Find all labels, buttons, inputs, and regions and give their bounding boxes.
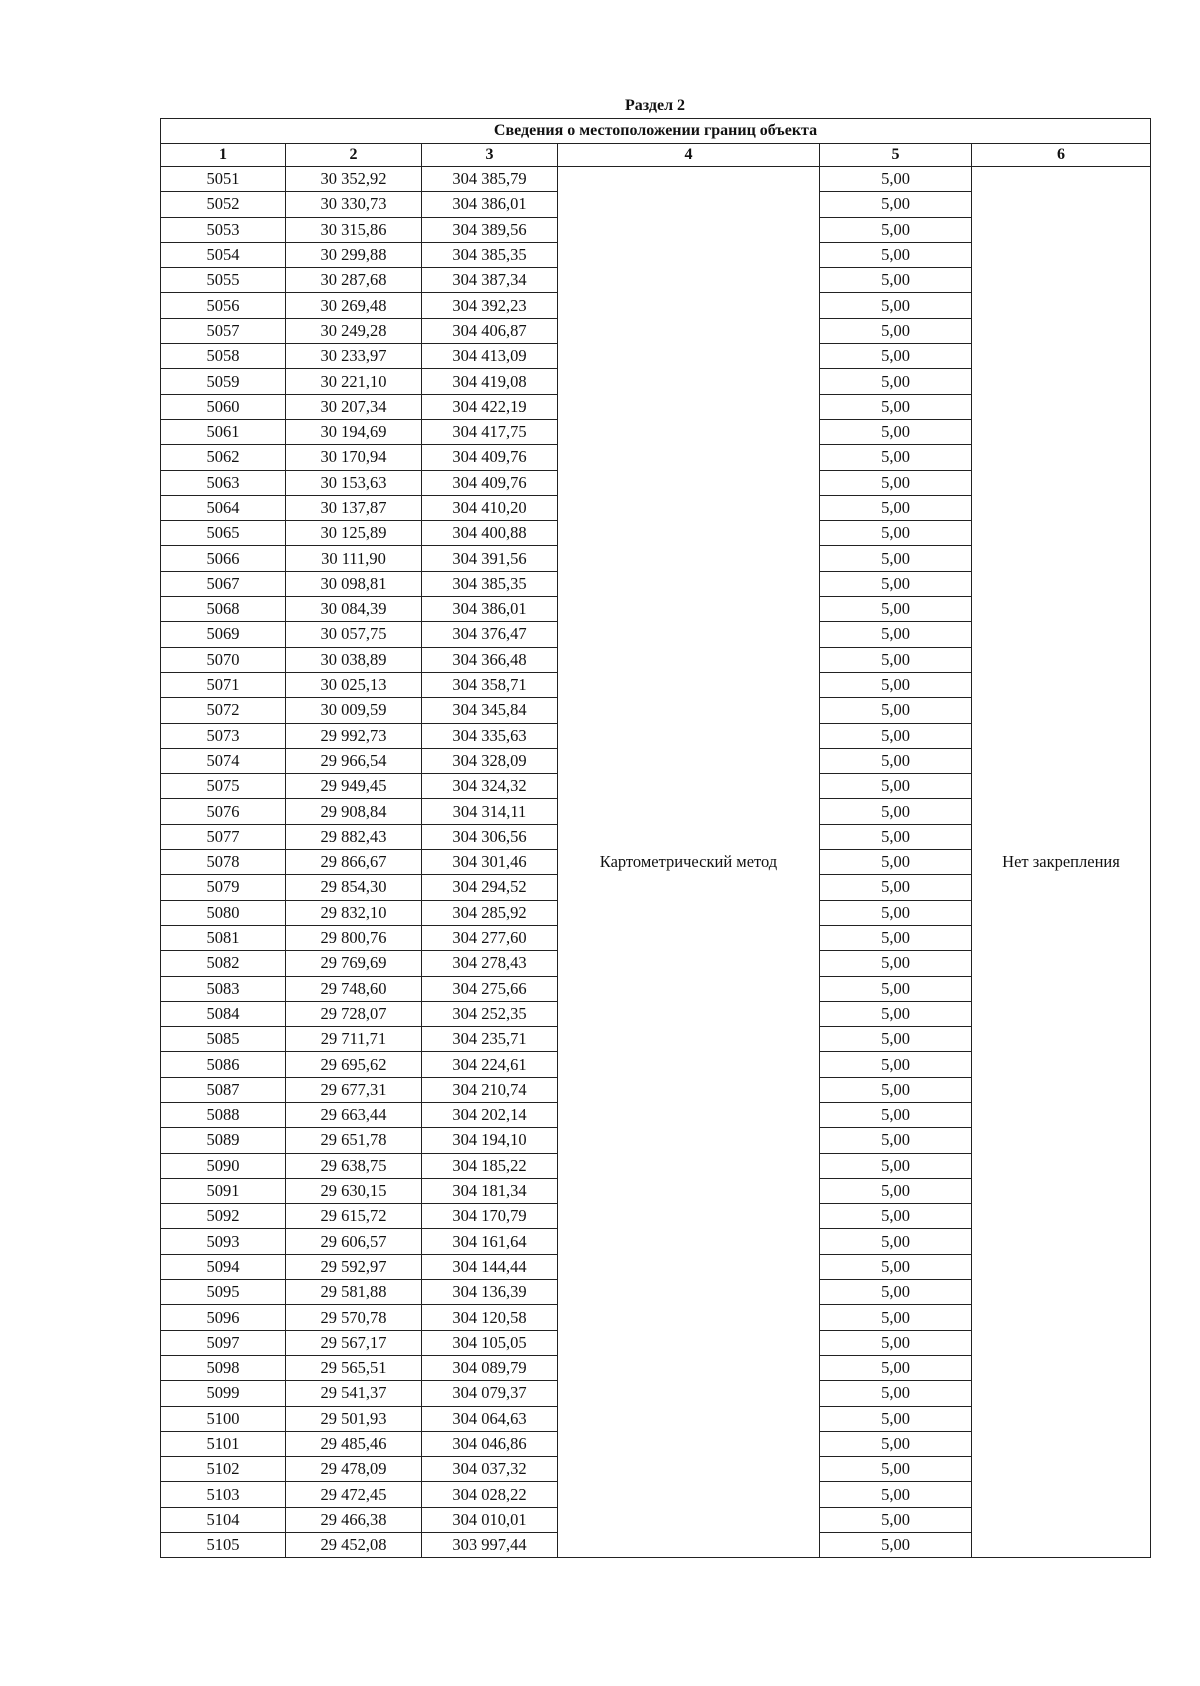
x-coordinate-cell: 29 748,60 bbox=[286, 976, 422, 1001]
y-coordinate-cell: 304 028,22 bbox=[422, 1482, 558, 1507]
accuracy-cell: 5,00 bbox=[820, 1254, 972, 1279]
point-number-cell: 5093 bbox=[161, 1229, 286, 1254]
y-coordinate-cell: 304 406,87 bbox=[422, 318, 558, 343]
accuracy-cell: 5,00 bbox=[820, 1457, 972, 1482]
y-coordinate-cell: 303 997,44 bbox=[422, 1533, 558, 1558]
accuracy-cell: 5,00 bbox=[820, 167, 972, 192]
point-number-cell: 5090 bbox=[161, 1153, 286, 1178]
y-coordinate-cell: 304 409,76 bbox=[422, 445, 558, 470]
column-number-1: 1 bbox=[161, 144, 286, 167]
x-coordinate-cell: 29 541,37 bbox=[286, 1381, 422, 1406]
accuracy-cell: 5,00 bbox=[820, 1381, 972, 1406]
column-number-5: 5 bbox=[820, 144, 972, 167]
y-coordinate-cell: 304 417,75 bbox=[422, 419, 558, 444]
x-coordinate-cell: 29 581,88 bbox=[286, 1280, 422, 1305]
accuracy-cell: 5,00 bbox=[820, 1305, 972, 1330]
accuracy-cell: 5,00 bbox=[820, 571, 972, 596]
point-number-cell: 5092 bbox=[161, 1204, 286, 1229]
point-number-cell: 5100 bbox=[161, 1406, 286, 1431]
accuracy-cell: 5,00 bbox=[820, 344, 972, 369]
fixation-cell: Нет закрепления bbox=[972, 167, 1151, 1558]
column-number-4: 4 bbox=[558, 144, 820, 167]
y-coordinate-cell: 304 089,79 bbox=[422, 1355, 558, 1380]
accuracy-cell: 5,00 bbox=[820, 1507, 972, 1532]
point-number-cell: 5097 bbox=[161, 1330, 286, 1355]
y-coordinate-cell: 304 419,08 bbox=[422, 369, 558, 394]
accuracy-cell: 5,00 bbox=[820, 1406, 972, 1431]
x-coordinate-cell: 30 221,10 bbox=[286, 369, 422, 394]
accuracy-cell: 5,00 bbox=[820, 268, 972, 293]
x-coordinate-cell: 29 908,84 bbox=[286, 799, 422, 824]
point-number-cell: 5055 bbox=[161, 268, 286, 293]
accuracy-cell: 5,00 bbox=[820, 1052, 972, 1077]
x-coordinate-cell: 29 882,43 bbox=[286, 824, 422, 849]
point-number-cell: 5075 bbox=[161, 774, 286, 799]
y-coordinate-cell: 304 278,43 bbox=[422, 951, 558, 976]
y-coordinate-cell: 304 400,88 bbox=[422, 521, 558, 546]
y-coordinate-cell: 304 252,35 bbox=[422, 1001, 558, 1026]
accuracy-cell: 5,00 bbox=[820, 1128, 972, 1153]
x-coordinate-cell: 30 233,97 bbox=[286, 344, 422, 369]
y-coordinate-cell: 304 037,32 bbox=[422, 1457, 558, 1482]
table-caption: Сведения о местоположении границ объекта bbox=[161, 119, 1151, 144]
y-coordinate-cell: 304 294,52 bbox=[422, 875, 558, 900]
y-coordinate-cell: 304 194,10 bbox=[422, 1128, 558, 1153]
point-number-cell: 5098 bbox=[161, 1355, 286, 1380]
y-coordinate-cell: 304 413,09 bbox=[422, 344, 558, 369]
accuracy-cell: 5,00 bbox=[820, 445, 972, 470]
y-coordinate-cell: 304 387,34 bbox=[422, 268, 558, 293]
point-number-cell: 5056 bbox=[161, 293, 286, 318]
accuracy-cell: 5,00 bbox=[820, 850, 972, 875]
point-number-cell: 5088 bbox=[161, 1102, 286, 1127]
accuracy-cell: 5,00 bbox=[820, 1204, 972, 1229]
accuracy-cell: 5,00 bbox=[820, 748, 972, 773]
y-coordinate-cell: 304 079,37 bbox=[422, 1381, 558, 1406]
y-coordinate-cell: 304 161,64 bbox=[422, 1229, 558, 1254]
x-coordinate-cell: 29 472,45 bbox=[286, 1482, 422, 1507]
y-coordinate-cell: 304 210,74 bbox=[422, 1077, 558, 1102]
x-coordinate-cell: 30 287,68 bbox=[286, 268, 422, 293]
point-number-cell: 5104 bbox=[161, 1507, 286, 1532]
accuracy-cell: 5,00 bbox=[820, 1431, 972, 1456]
accuracy-cell: 5,00 bbox=[820, 369, 972, 394]
accuracy-cell: 5,00 bbox=[820, 470, 972, 495]
y-coordinate-cell: 304 328,09 bbox=[422, 748, 558, 773]
point-number-cell: 5052 bbox=[161, 192, 286, 217]
x-coordinate-cell: 29 695,62 bbox=[286, 1052, 422, 1077]
x-coordinate-cell: 30 025,13 bbox=[286, 672, 422, 697]
y-coordinate-cell: 304 324,32 bbox=[422, 774, 558, 799]
y-coordinate-cell: 304 391,56 bbox=[422, 546, 558, 571]
accuracy-cell: 5,00 bbox=[820, 521, 972, 546]
x-coordinate-cell: 30 084,39 bbox=[286, 597, 422, 622]
point-number-cell: 5061 bbox=[161, 419, 286, 444]
x-coordinate-cell: 30 299,88 bbox=[286, 242, 422, 267]
accuracy-cell: 5,00 bbox=[820, 1178, 972, 1203]
point-number-cell: 5087 bbox=[161, 1077, 286, 1102]
x-coordinate-cell: 29 452,08 bbox=[286, 1533, 422, 1558]
point-number-cell: 5105 bbox=[161, 1533, 286, 1558]
y-coordinate-cell: 304 386,01 bbox=[422, 192, 558, 217]
y-coordinate-cell: 304 064,63 bbox=[422, 1406, 558, 1431]
x-coordinate-cell: 29 966,54 bbox=[286, 748, 422, 773]
x-coordinate-cell: 30 207,34 bbox=[286, 394, 422, 419]
y-coordinate-cell: 304 389,56 bbox=[422, 217, 558, 242]
point-number-cell: 5063 bbox=[161, 470, 286, 495]
y-coordinate-cell: 304 385,35 bbox=[422, 242, 558, 267]
method-cell: Картометрический метод bbox=[558, 167, 820, 1558]
point-number-cell: 5072 bbox=[161, 698, 286, 723]
x-coordinate-cell: 30 137,87 bbox=[286, 495, 422, 520]
x-coordinate-cell: 29 592,97 bbox=[286, 1254, 422, 1279]
point-number-cell: 5102 bbox=[161, 1457, 286, 1482]
x-coordinate-cell: 30 111,90 bbox=[286, 546, 422, 571]
point-number-cell: 5066 bbox=[161, 546, 286, 571]
point-number-cell: 5089 bbox=[161, 1128, 286, 1153]
accuracy-cell: 5,00 bbox=[820, 1533, 972, 1558]
accuracy-cell: 5,00 bbox=[820, 546, 972, 571]
x-coordinate-cell: 29 677,31 bbox=[286, 1077, 422, 1102]
y-coordinate-cell: 304 120,58 bbox=[422, 1305, 558, 1330]
y-coordinate-cell: 304 314,11 bbox=[422, 799, 558, 824]
y-coordinate-cell: 304 306,56 bbox=[422, 824, 558, 849]
y-coordinate-cell: 304 345,84 bbox=[422, 698, 558, 723]
accuracy-cell: 5,00 bbox=[820, 293, 972, 318]
point-number-cell: 5091 bbox=[161, 1178, 286, 1203]
point-number-cell: 5078 bbox=[161, 850, 286, 875]
accuracy-cell: 5,00 bbox=[820, 1001, 972, 1026]
point-number-cell: 5082 bbox=[161, 951, 286, 976]
accuracy-cell: 5,00 bbox=[820, 394, 972, 419]
accuracy-cell: 5,00 bbox=[820, 1153, 972, 1178]
x-coordinate-cell: 29 866,67 bbox=[286, 850, 422, 875]
x-coordinate-cell: 29 565,51 bbox=[286, 1355, 422, 1380]
accuracy-cell: 5,00 bbox=[820, 1027, 972, 1052]
x-coordinate-cell: 30 330,73 bbox=[286, 192, 422, 217]
x-coordinate-cell: 29 728,07 bbox=[286, 1001, 422, 1026]
y-coordinate-cell: 304 409,76 bbox=[422, 470, 558, 495]
point-number-cell: 5103 bbox=[161, 1482, 286, 1507]
accuracy-cell: 5,00 bbox=[820, 242, 972, 267]
y-coordinate-cell: 304 366,48 bbox=[422, 647, 558, 672]
point-number-cell: 5060 bbox=[161, 394, 286, 419]
y-coordinate-cell: 304 301,46 bbox=[422, 850, 558, 875]
accuracy-cell: 5,00 bbox=[820, 976, 972, 1001]
point-number-cell: 5080 bbox=[161, 900, 286, 925]
x-coordinate-cell: 29 949,45 bbox=[286, 774, 422, 799]
x-coordinate-cell: 29 800,76 bbox=[286, 925, 422, 950]
x-coordinate-cell: 30 170,94 bbox=[286, 445, 422, 470]
x-coordinate-cell: 29 832,10 bbox=[286, 900, 422, 925]
point-number-cell: 5095 bbox=[161, 1280, 286, 1305]
point-number-cell: 5068 bbox=[161, 597, 286, 622]
x-coordinate-cell: 29 570,78 bbox=[286, 1305, 422, 1330]
point-number-cell: 5051 bbox=[161, 167, 286, 192]
accuracy-cell: 5,00 bbox=[820, 774, 972, 799]
accuracy-cell: 5,00 bbox=[820, 672, 972, 697]
point-number-cell: 5071 bbox=[161, 672, 286, 697]
point-number-cell: 5057 bbox=[161, 318, 286, 343]
y-coordinate-cell: 304 335,63 bbox=[422, 723, 558, 748]
accuracy-cell: 5,00 bbox=[820, 1355, 972, 1380]
y-coordinate-cell: 304 136,39 bbox=[422, 1280, 558, 1305]
point-number-cell: 5070 bbox=[161, 647, 286, 672]
y-coordinate-cell: 304 105,05 bbox=[422, 1330, 558, 1355]
point-number-cell: 5086 bbox=[161, 1052, 286, 1077]
y-coordinate-cell: 304 185,22 bbox=[422, 1153, 558, 1178]
point-number-cell: 5096 bbox=[161, 1305, 286, 1330]
x-coordinate-cell: 30 249,28 bbox=[286, 318, 422, 343]
accuracy-cell: 5,00 bbox=[820, 1482, 972, 1507]
accuracy-cell: 5,00 bbox=[820, 318, 972, 343]
point-number-cell: 5077 bbox=[161, 824, 286, 849]
accuracy-cell: 5,00 bbox=[820, 192, 972, 217]
x-coordinate-cell: 29 567,17 bbox=[286, 1330, 422, 1355]
y-coordinate-cell: 304 010,01 bbox=[422, 1507, 558, 1532]
x-coordinate-cell: 29 501,93 bbox=[286, 1406, 422, 1431]
point-number-cell: 5101 bbox=[161, 1431, 286, 1456]
y-coordinate-cell: 304 170,79 bbox=[422, 1204, 558, 1229]
table-row bbox=[161, 167, 1151, 192]
y-coordinate-cell: 304 235,71 bbox=[422, 1027, 558, 1052]
accuracy-cell: 5,00 bbox=[820, 419, 972, 444]
y-coordinate-cell: 304 385,35 bbox=[422, 571, 558, 596]
x-coordinate-cell: 29 992,73 bbox=[286, 723, 422, 748]
x-coordinate-cell: 29 615,72 bbox=[286, 1204, 422, 1229]
section-title: Раздел 2 bbox=[624, 97, 686, 114]
point-number-cell: 5074 bbox=[161, 748, 286, 773]
accuracy-cell: 5,00 bbox=[820, 925, 972, 950]
y-coordinate-cell: 304 376,47 bbox=[422, 622, 558, 647]
point-number-cell: 5069 bbox=[161, 622, 286, 647]
y-coordinate-cell: 304 410,20 bbox=[422, 495, 558, 520]
point-number-cell: 5059 bbox=[161, 369, 286, 394]
accuracy-cell: 5,00 bbox=[820, 723, 972, 748]
x-coordinate-cell: 29 630,15 bbox=[286, 1178, 422, 1203]
x-coordinate-cell: 30 038,89 bbox=[286, 647, 422, 672]
accuracy-cell: 5,00 bbox=[820, 1102, 972, 1127]
accuracy-cell: 5,00 bbox=[820, 1077, 972, 1102]
column-number-2: 2 bbox=[286, 144, 422, 167]
accuracy-cell: 5,00 bbox=[820, 217, 972, 242]
y-coordinate-cell: 304 144,44 bbox=[422, 1254, 558, 1279]
y-coordinate-cell: 304 392,23 bbox=[422, 293, 558, 318]
column-number-3: 3 bbox=[422, 144, 558, 167]
x-coordinate-cell: 29 769,69 bbox=[286, 951, 422, 976]
y-coordinate-cell: 304 422,19 bbox=[422, 394, 558, 419]
point-number-cell: 5076 bbox=[161, 799, 286, 824]
accuracy-cell: 5,00 bbox=[820, 1280, 972, 1305]
x-coordinate-cell: 30 009,59 bbox=[286, 698, 422, 723]
point-number-cell: 5067 bbox=[161, 571, 286, 596]
point-number-cell: 5083 bbox=[161, 976, 286, 1001]
x-coordinate-cell: 29 606,57 bbox=[286, 1229, 422, 1254]
accuracy-cell: 5,00 bbox=[820, 799, 972, 824]
point-number-cell: 5073 bbox=[161, 723, 286, 748]
point-number-cell: 5099 bbox=[161, 1381, 286, 1406]
accuracy-cell: 5,00 bbox=[820, 1330, 972, 1355]
y-coordinate-cell: 304 181,34 bbox=[422, 1178, 558, 1203]
x-coordinate-cell: 30 269,48 bbox=[286, 293, 422, 318]
x-coordinate-cell: 30 098,81 bbox=[286, 571, 422, 596]
y-coordinate-cell: 304 202,14 bbox=[422, 1102, 558, 1127]
point-number-cell: 5085 bbox=[161, 1027, 286, 1052]
table-body bbox=[161, 167, 1151, 1558]
accuracy-cell: 5,00 bbox=[820, 875, 972, 900]
point-number-cell: 5084 bbox=[161, 1001, 286, 1026]
x-coordinate-cell: 30 125,89 bbox=[286, 521, 422, 546]
point-number-cell: 5062 bbox=[161, 445, 286, 470]
accuracy-cell: 5,00 bbox=[820, 495, 972, 520]
accuracy-cell: 5,00 bbox=[820, 824, 972, 849]
y-coordinate-cell: 304 285,92 bbox=[422, 900, 558, 925]
accuracy-cell: 5,00 bbox=[820, 597, 972, 622]
point-number-cell: 5064 bbox=[161, 495, 286, 520]
y-coordinate-cell: 304 385,79 bbox=[422, 167, 558, 192]
x-coordinate-cell: 29 651,78 bbox=[286, 1128, 422, 1153]
point-number-cell: 5053 bbox=[161, 217, 286, 242]
x-coordinate-cell: 29 854,30 bbox=[286, 875, 422, 900]
x-coordinate-cell: 30 057,75 bbox=[286, 622, 422, 647]
x-coordinate-cell: 30 352,92 bbox=[286, 167, 422, 192]
point-number-cell: 5081 bbox=[161, 925, 286, 950]
accuracy-cell: 5,00 bbox=[820, 647, 972, 672]
x-coordinate-cell: 29 663,44 bbox=[286, 1102, 422, 1127]
point-number-cell: 5058 bbox=[161, 344, 286, 369]
y-coordinate-cell: 304 277,60 bbox=[422, 925, 558, 950]
boundary-coordinates-table bbox=[160, 118, 1151, 1558]
accuracy-cell: 5,00 bbox=[820, 698, 972, 723]
accuracy-cell: 5,00 bbox=[820, 900, 972, 925]
x-coordinate-cell: 30 153,63 bbox=[286, 470, 422, 495]
y-coordinate-cell: 304 275,66 bbox=[422, 976, 558, 1001]
x-coordinate-cell: 29 711,71 bbox=[286, 1027, 422, 1052]
x-coordinate-cell: 29 466,38 bbox=[286, 1507, 422, 1532]
x-coordinate-cell: 29 485,46 bbox=[286, 1431, 422, 1456]
x-coordinate-cell: 30 315,86 bbox=[286, 217, 422, 242]
point-number-cell: 5094 bbox=[161, 1254, 286, 1279]
point-number-cell: 5079 bbox=[161, 875, 286, 900]
y-coordinate-cell: 304 358,71 bbox=[422, 672, 558, 697]
y-coordinate-cell: 304 386,01 bbox=[422, 597, 558, 622]
point-number-cell: 5065 bbox=[161, 521, 286, 546]
accuracy-cell: 5,00 bbox=[820, 622, 972, 647]
x-coordinate-cell: 29 638,75 bbox=[286, 1153, 422, 1178]
x-coordinate-cell: 29 478,09 bbox=[286, 1457, 422, 1482]
y-coordinate-cell: 304 224,61 bbox=[422, 1052, 558, 1077]
y-coordinate-cell: 304 046,86 bbox=[422, 1431, 558, 1456]
column-number-6: 6 bbox=[972, 144, 1151, 167]
x-coordinate-cell: 30 194,69 bbox=[286, 419, 422, 444]
accuracy-cell: 5,00 bbox=[820, 1229, 972, 1254]
accuracy-cell: 5,00 bbox=[820, 951, 972, 976]
point-number-cell: 5054 bbox=[161, 242, 286, 267]
